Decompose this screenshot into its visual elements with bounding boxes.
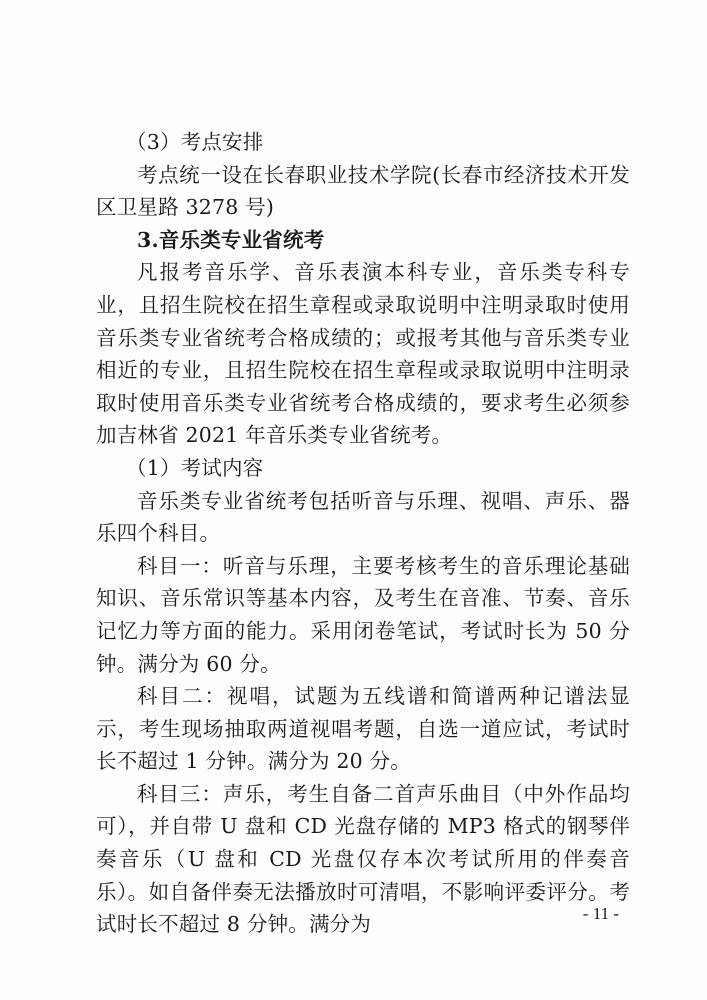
document-body (96, 126, 630, 941)
page-number: - 11 - (582, 904, 619, 923)
paragraph-exam-site: 考点统一设在长春职业技术学院(长春市经济技术开发区卫星路 3278 号) (96, 162, 630, 220)
heading-music-exam: 3.音乐类专业省统考 (137, 227, 325, 252)
heading-exam-content: （1）考试内容 (126, 455, 264, 480)
paragraph-subject-one: 科目一：听音与乐理，主要考核考生的音乐理论基础知识、音乐常识等基本内容，及考生在音准、节奏、音乐记忆力等方面的能力。采用闭卷笔试，考试时长为 50 分钟。满分为 60 分。 (96, 553, 630, 676)
heading-exam-site: （3）考点安排 (126, 130, 264, 154)
paragraph-subject-three: 科目三：声乐，考生自备二首声乐曲目（中外作品均可），并自带 U 盘和 CD 光盘存储的 MP3 格式的钢琴伴奏音乐（U 盘和 CD 光盘仅存本次考试所用的伴奏音乐）。如自备伴奏无法播放时可清唱，不影响评委评分。考试时长不超过 8 分钟。满分为 (96, 781, 630, 937)
paragraph-music-intro: 凡报考音乐学、音乐表演本科专业，音乐类专科专业，且招生院校在招生章程或录取说明中注明录取时使用音乐类专业省统考合格成绩的；或报考其他与音乐类专业相近的专业，且招生院校在招生章程或录取说明中注明录取时使用音乐类专业省统考合格成绩的，要求考生必须参加吉林省 2021 年音乐类专业省统考。 (96, 260, 630, 448)
paragraph-content-summary: 音乐类专业省统考包括听音与乐理、视唱、声乐、器乐四个科目。 (96, 488, 630, 546)
paragraph-subject-two: 科目二：视唱，试题为五线谱和简谱两种记谱法显示，考生现场抽取两道视唱考题，自选一道应试，考试时长不超过 1 分钟。满分为 20 分。 (96, 684, 630, 774)
